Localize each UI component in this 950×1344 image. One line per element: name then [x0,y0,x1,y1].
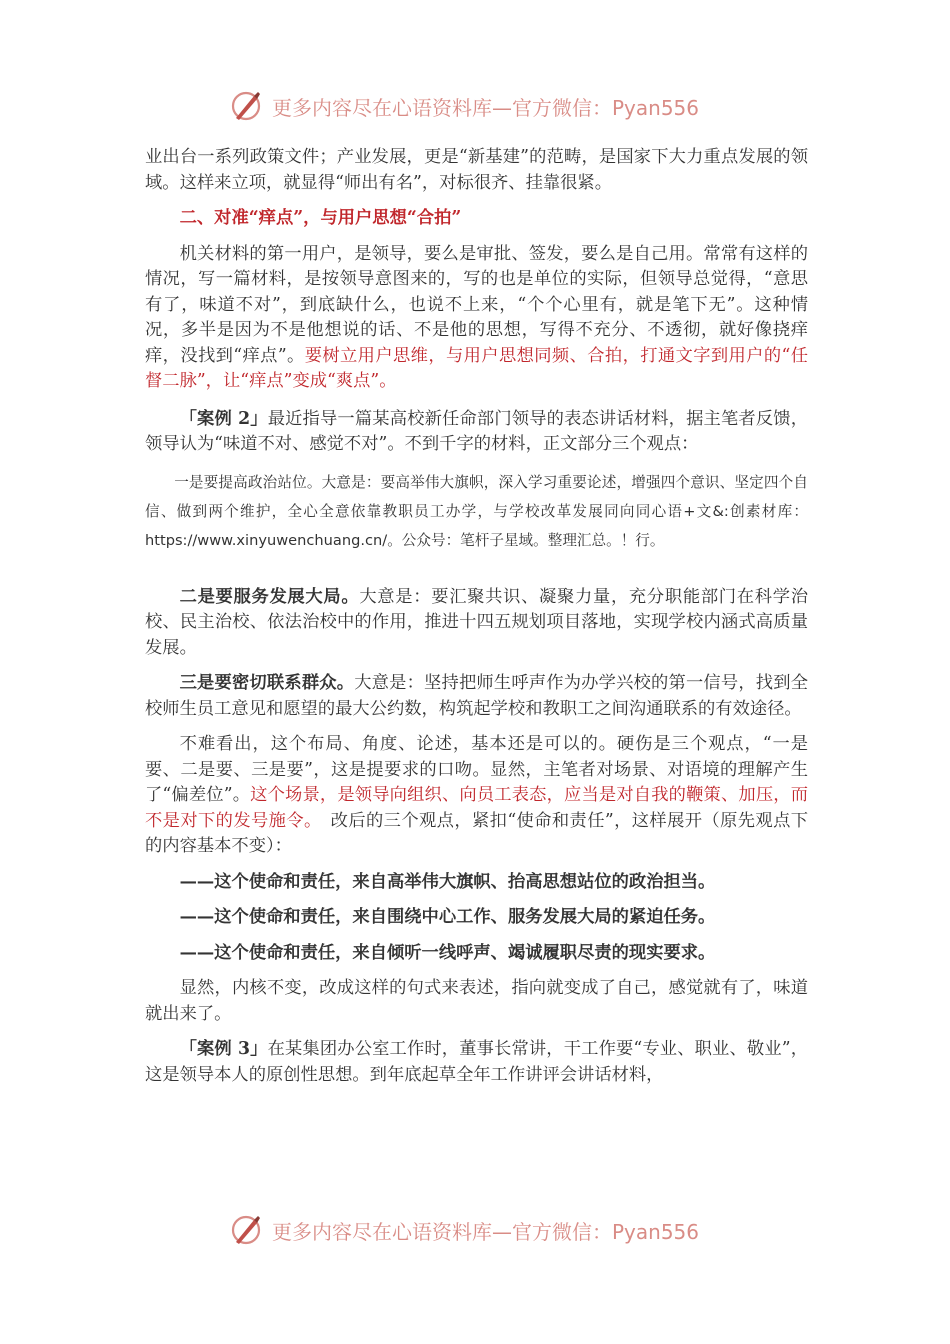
point-3-label: 三是要密切联系群众。 [179,673,355,693]
revised-point-2: ——这个使命和责任，来自围绕中心工作、服务发展大局的紧迫任务。 [179,907,716,927]
case-3-text: 在某集团办公室工作时，董事长常讲，干工作要“专业、职业、敬业”，这是领导本人的原创性思想。到年底起草全年工作讲评会讲话材料， [145,1039,808,1085]
paragraph-2-text: 机关材料的第一用户，是领导，要么是审批、签发，要么是自己用。常常有这样的情况，写一篇材料，是按领导意图来的，写的也是单位的实际，但领导总觉得，“意思有了，味道不对”，到底缺什么，也说不上来，“个个心里有，就是笔下无”。这种情况，多半是因为不是他想说的话、不是他的思想，写得不充分、不透彻，就好像挠痒痒，没找到“痒点”。 [145,243,808,366]
point-2-text: 大意是：要汇聚共识、凝聚力量，充分职能部门在科学治校、民主治校、依法治校中的作用，推进十四五规划项目落地，实现学校内涵式高质量发展。 [145,586,808,658]
revised-point-3: ——这个使命和责任，来自倾听一线呼声、竭诚履职尽责的现实要求。 [179,942,716,963]
case-2-label: 「案例 2」 [179,408,268,429]
point-3-text: 大意是：坚持把师生呼声作为办学兴校的第一信号，找到全校师生员工意见和愿望的最大公约数，构筑起学校和教职工之间沟通联系的有效途径。 [145,673,808,719]
banner-text: 更多内容尽在心语资料库—官方微信：Pyan556 [272,95,700,120]
conclusion-paragraph: 显然，内核不变，改成这样的句式来表述，指向就变成了自己，感觉就有了，味道就出来了。 [145,978,808,1024]
inserted-small-paragraph: 一是要提高政治站位。大意是：要高举伟大旗帜，深入学习重要论述，增强四个意识、坚定四个自信、做到两个维护，全心全意依靠教职员工办学，与学校改革发展同向同心语+文&:创素材库：https://www.xinyuwenchuang.cn/。公众号：笔杆子星域。整理汇总。！行。 [145,473,808,549]
paragraph-2 [145,242,808,395]
document-body [145,145,808,1088]
case-3-label: 「案例 3」 [179,1039,268,1059]
footer-watermark-banner [228,1210,728,1250]
paragraph-1: 业出台一系列政策文件；产业发展，更是“新基建”的范畴，是国家下大力重点发展的领域。这样来立项，就显得“师出有名”，对标很齐、挂靠很紧。 [145,147,808,193]
header-watermark-banner [228,86,728,126]
pen-logo-icon [228,1212,264,1248]
paragraph-2-highlight: 要树立用户思维，与用户思想同频、合拍，打通文字到用户的“任督二脉”，让“痒点”变成“爽点”。 [145,345,808,391]
case-3-paragraph [145,1037,808,1088]
revised-point-1: ——这个使命和责任，来自高举伟大旗帜、抬高思想站位的政治担当。 [179,871,716,892]
analysis-text-after: 改后的三个观点，紧扣“使命和责任”，这样展开（原先观点下的内容基本不变）： [145,810,809,856]
section-heading: 二、对准“痒点”，与用户思想“合拍” [179,208,462,228]
banner-text: 更多内容尽在心语资料库—官方微信：Pyan556 [272,1219,700,1244]
analysis-highlight: 这个场景，是领导向组织、向员工表态，应当是对自我的鞭策、加压，而不是对下的发号施令。 [145,785,808,831]
point-2-paragraph [145,585,808,662]
point-3-paragraph [145,671,808,722]
analysis-paragraph [145,732,808,860]
case-2-text: 最近指导一篇某高校新任命部门领导的表态讲话材料，据主笔者反馈，领导认为“味道不对、感觉不对”。不到千字的材料，正文部分三个观点： [145,408,808,454]
pen-logo-icon [228,88,264,124]
point-2-label: 二是要服务发展大局。 [179,586,360,607]
case-2-paragraph [145,407,808,458]
analysis-text: 不难看出，这个布局、角度、论述，基本还是可以的。硬伤是三个观点，“一是要、二是要、三是要”，这是提要求的口吻。显然，主笔者对场景、对语境的理解产生了“偏差位”。 [145,734,808,805]
